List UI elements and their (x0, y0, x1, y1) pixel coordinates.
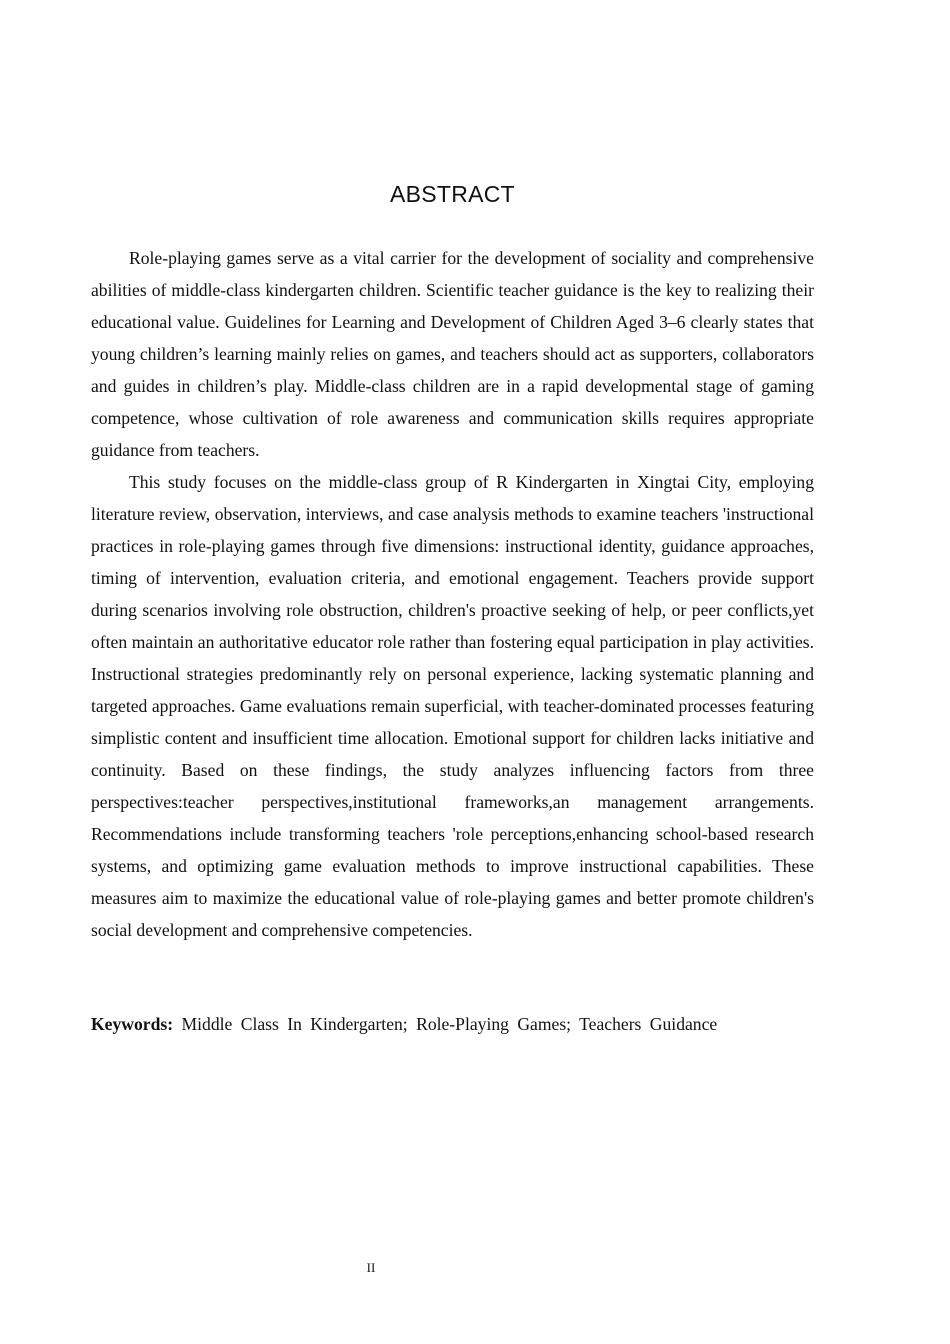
abstract-paragraph-2: This study focuses on the middle-class group of R Kindergarten in Xingtai City, employing literature review, observation, interviews, and case analysis methods to examine teachers 'instructional practices in role-playing games through five dimensions: instructional identity, guidance approaches, timing of intervention, evaluation criteria, and emotional engagement. Teachers provide support during scenarios involving role obstruction, children's proactive seeking of help, or peer conflicts,yet often maintain an authoritative educator role rather than fostering equal participation in play activities. Instructional strategies predominantly rely on personal experience, lacking systematic planning and targeted approaches. Game evaluations remain superficial, with teacher-dominated processes featuring simplistic content and insufficient time allocation. Emotional support for children lacks initiative and continuity. Based on these findings, the study analyzes influencing factors from three perspectives:teacher perspectives,institutional frameworks,an management arrangements. Recommendations include transforming teachers 'role perceptions,enhancing school-based research systems, and optimizing game evaluation methods to improve instructional capabilities. These measures aim to maximize the educational value of role-playing games and better promote children's social development and comprehensive competencies. (91, 472, 814, 940)
keywords-line (91, 1008, 814, 1040)
abstract-body (91, 242, 814, 946)
page-number: II (366, 1260, 376, 1275)
page-title: ABSTRACT (389, 181, 516, 207)
keywords-value: Middle Class In Kindergarten; Role-Playing Games; Teachers Guidance (181, 1014, 718, 1034)
abstract-paragraph-1: Role-playing games serve as a vital carrier for the development of sociality and comprehensive abilities of middle-class kindergarten children. Scientific teacher guidance is the key to realizing their educational value. Guidelines for Learning and Development of Children Aged 3–6 clearly states that young children’s learning mainly relies on games, and teachers should act as supporters, collaborators and guides in children’s play. Middle-class children are in a rapid developmental stage of gaming competence, whose cultivation of role awareness and communication skills requires appropriate guidance from teachers. (91, 248, 814, 460)
keywords-label: Keywords: (91, 1014, 174, 1034)
